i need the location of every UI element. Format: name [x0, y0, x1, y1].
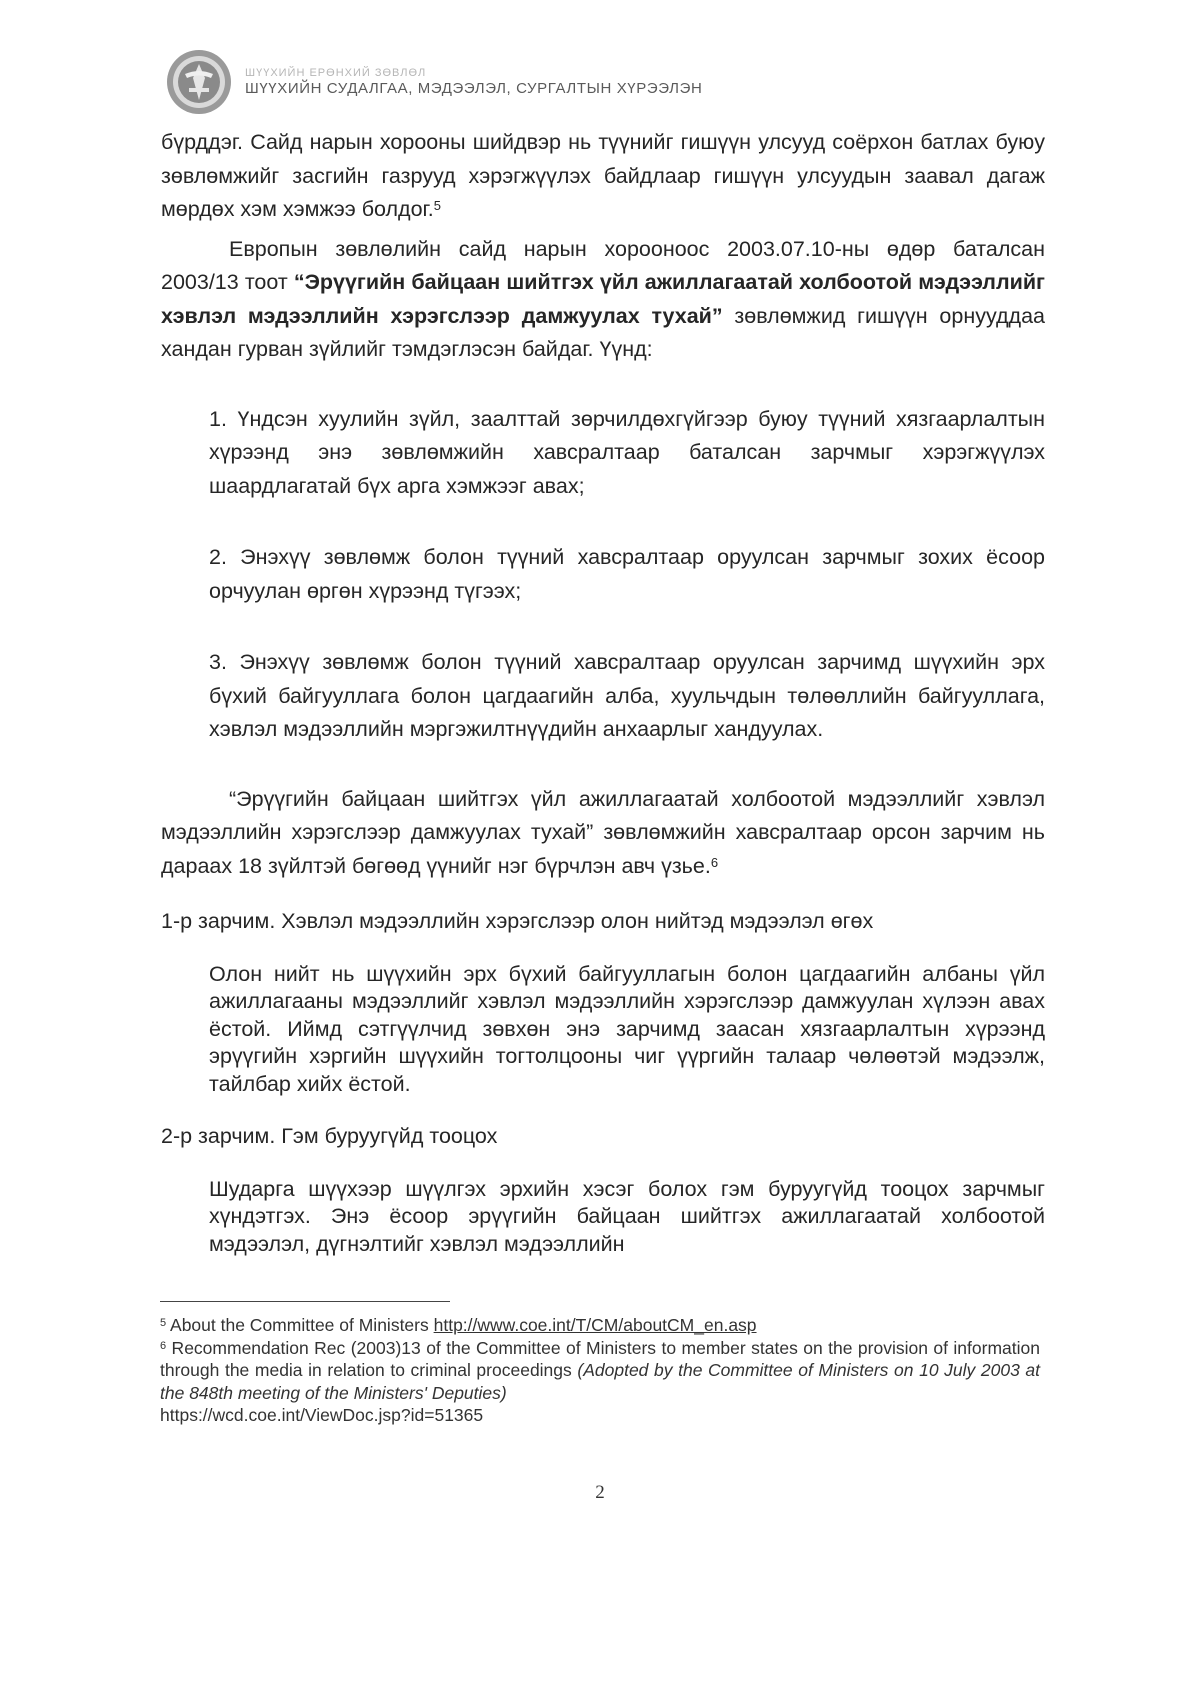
footnote-url[interactable]: https://wcd.coe.int/ViewDoc.jsp?id=51365: [160, 1405, 484, 1425]
paragraph-text: “Эрүүгийн байцаан шийтгэх үйл ажиллагаатай холбоотой мэдээллийг хэвлэл мэдээллийн хэрэгслээр дамжуулах тухай” зөвлөмжийн хавсралтаар орсон зарчим нь дараах 18 зүйлтэй бөгөөд үүнийг нэг бүрчлэн авч үзье.: [161, 786, 1045, 878]
institution-seal-icon: [165, 48, 233, 116]
footnote: [160, 1337, 1040, 1427]
footnotes: [160, 1314, 1040, 1427]
footnote-text: Recommendation Rec (2003)13 of the Committee of Ministers to member states on the provision of information through the media in relation to criminal proceedings: [160, 1337, 1040, 1380]
footnote-italic-text: (Adopted by the Committee of Ministers on 10 July 2003 at the 848th meeting of the Ministers' Deputies): [160, 1360, 1040, 1403]
list-item: 3. Энэхүү зөвлөмж болон түүний хавсралтаар оруулсан зарчимд шүүхийн эрх бүхий байгууллага болон цагдаагийн алба, хуульчдын төлөөллийн байгууллага, хэвлэл мэдээллийн мэргэжилтнүүдийн анхаарлыг хандуулах.: [209, 650, 1045, 741]
recommendation-title: “Эрүүгийн байцаан шийтгэх үйл ажиллагаатай холбоотой мэдээллийг хэвлэл мэдээллийн хэрэгслээр дамжуулах тухай”: [161, 270, 1046, 328]
list-item: 1. Үндсэн хуулийн зүйл, заалттай зөрчилдөхгүйгээр буюу түүний хязгаарлалтын хүрээнд энэ зөвлөмжийн хавсралтаар баталсан зарчмыг хэрэгжүүлэх шаардлагатай бүх арга хэмжээг авах;: [209, 406, 1045, 498]
paragraph-text: зөвлөмжид гишүүн орнууддаа хандан гурван зүйлийг тэмдэглэсэн байдаг. Үүнд:: [161, 303, 1045, 361]
principle-heading: 2-р зарчим. Гэм буруугүйд тооцох: [161, 1124, 498, 1148]
principle-text: Шударга шүүхээр шүүлгэх эрхийн хэсэг болох гэм буруугүйд тооцох зарчмыг хүндэтгэх. Энэ ёсоор эрүүгийн байцаан шийтгэх ажиллагаатай холбоотой мэдээлэл, дүгнэлтийг хэвлэл мэдээллийн: [209, 1176, 1045, 1256]
main-text: [161, 126, 1045, 1258]
footnote-link[interactable]: http://www.coe.int/T/CM/aboutCM_en.asp: [433, 1315, 757, 1335]
principle-text: Олон нийт нь шүүхийн эрх бүхий байгууллагын болон цагдаагийн албаны үйл ажиллагааны мэдээллийг хэвлэл мэдээллийн хэрэгслээр дамжуулан хүлээн авах ёстой. Иймд сэтгүүлчид зөвхөн энэ зарчимд заасан хязгаарлалтын хүрээнд эрүүгийн хэргийн шүүхийн тогтолцооны чиг үүргийн талаар чөлөөтэй мэдээлж, тайлбар хийх ёстой.: [209, 961, 1045, 1096]
footnote-divider: [160, 1301, 450, 1302]
footnote-number: 6: [160, 1339, 167, 1352]
footnote: [160, 1314, 1040, 1337]
numbered-list: [209, 403, 1045, 747]
list-item: 2. Энэхүү зөвлөмж болон түүний хавсралтаар оруулсан зарчмыг зохих ёсоор орчуулан өргөн хүрээнд түгээх;: [209, 545, 1045, 603]
footnote-text: About the Committee of Ministers: [166, 1315, 434, 1335]
paragraph: [161, 126, 1045, 227]
paragraph: [161, 783, 1045, 884]
footnote-number: 5: [160, 1317, 167, 1329]
paragraph-text: Европын зөвлөлийн сайд нарын хорооноос 2003.07.10-ны өдөр баталсан 2003/13 тоот: [161, 236, 1045, 294]
footnote-ref: 5: [433, 198, 441, 213]
page-number: 2: [595, 1482, 605, 1503]
council-name: ШҮҮХИЙН ЕРӨНХИЙ ЗӨВЛӨЛ: [245, 67, 427, 80]
footnote-ref: 6: [710, 854, 719, 870]
institute-name: ШҮҮХИЙН СУДАЛГАА, МЭДЭЭЛЭЛ, СУРГАЛТЫН ХҮРЭЭЛЭН: [245, 79, 703, 97]
paragraph-text: бүрддэг. Сайд нарын хорооны шийдвэр нь түүнийг гишүүн улсууд соёрхон батлах буюу зөвлөмжийг засгийн газрууд хэрэгжүүлэх байдлаар гишүүн улсуудын заавал дагаж мөрдөх хэм хэмжээ болдог.: [161, 130, 1045, 221]
institution-header: [165, 48, 702, 116]
paragraph: [161, 233, 1045, 367]
principle-heading: 1-р зарчим. Хэвлэл мэдээллийн хэрэгслээр олон нийтэд мэдээлэл өгөх: [161, 909, 874, 933]
